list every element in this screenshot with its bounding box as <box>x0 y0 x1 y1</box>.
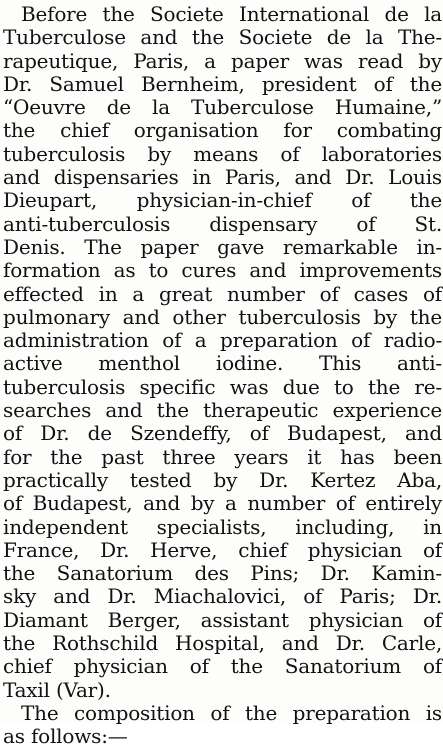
text-line: Denis. The paper gave remarkable in- <box>3 234 442 259</box>
text-line: of Budapest, and by a number of entirely <box>3 491 442 516</box>
paragraph-2 <box>3 702 442 749</box>
text-line: Dr. Samuel Bernheim, president of the <box>3 71 442 96</box>
text-line: and dispensaries in Paris, and Dr. Louis <box>3 165 442 190</box>
text-line: France, Dr. Herve, chief physician of <box>3 537 442 562</box>
article-column <box>3 3 442 749</box>
text-line: The composition of the preparation is <box>21 700 442 725</box>
text-line: Diamant Berger, assistant physician of <box>3 607 442 632</box>
text-line: tuberculosis specific was due to the re- <box>3 374 442 399</box>
text-line: practically tested by Dr. Kertez Aba, <box>3 467 442 492</box>
text-line: pulmonary and other tuberculosis by the <box>3 304 442 329</box>
text-line: rapeutique, Paris, a paper was read by <box>3 48 442 73</box>
text-line: chief physician of the Sanatorium of <box>3 654 442 679</box>
text-line: tuberculosis by means of laboratories <box>3 141 442 166</box>
text-line: Tuberculose and the Societe de la The- <box>3 25 442 50</box>
text-line: effected in a great number of cases of <box>3 281 442 306</box>
text-line: the Rothschild Hospital, and Dr. Carle, <box>3 631 442 656</box>
text-line: Before the Societe International de la <box>21 2 442 26</box>
text-line: searches and the therapeutic experience <box>3 398 442 423</box>
text-line: independent specialists, including, in <box>3 514 442 539</box>
text-line: sky and Dr. Miachalovici, of Paris; Dr. <box>3 584 442 609</box>
text-line: active menthol iodine. This anti- <box>3 351 442 376</box>
paragraph-1 <box>3 3 442 702</box>
text-line: as follows:— <box>3 724 128 749</box>
text-line: for the past three years it has been <box>3 444 442 469</box>
text-line: “Oeuvre de la Tuberculose Humaine,” <box>3 95 442 120</box>
text-line: of Dr. de Szendeffy, of Budapest, and <box>3 421 442 446</box>
text-line: administration of a preparation of radio- <box>3 328 442 353</box>
text-line: the chief organisation for combating <box>3 118 442 143</box>
text-line: Dieupart, physician-in-chief of the <box>3 188 442 213</box>
text-line: formation as to cures and improvements <box>3 258 442 283</box>
text-line: anti-tuberculosis dispensary of St. <box>3 211 442 236</box>
text-line: the Sanatorium des Pins; Dr. Kamin- <box>3 561 442 586</box>
text-line: Taxil (Var). <box>3 677 111 702</box>
